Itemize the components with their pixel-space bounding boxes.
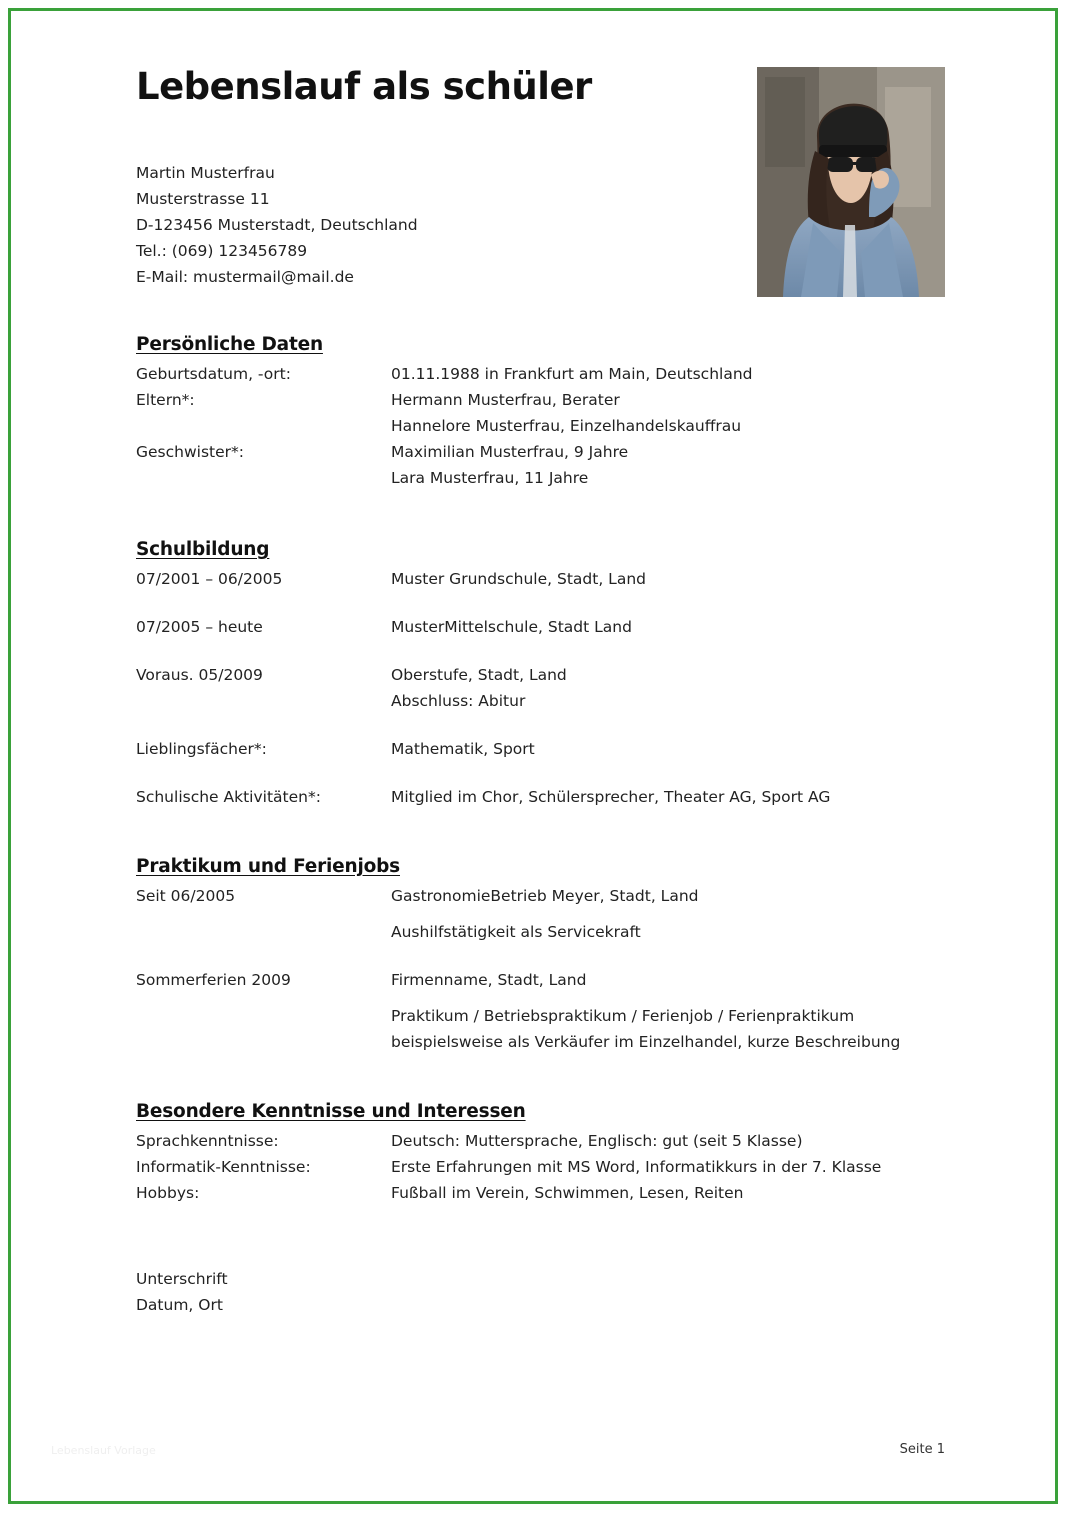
table-row [136, 736, 945, 762]
table-row [136, 614, 945, 640]
signature-block [136, 1266, 945, 1318]
row-value-line: Abschluss: Abitur [391, 692, 526, 710]
row-value [391, 614, 945, 640]
row-label: Geschwister*: [136, 443, 244, 461]
row-label: Voraus. 05/2009 [136, 666, 263, 684]
row-value-line: GastronomieBetrieb Meyer, Stadt, Land [391, 887, 699, 905]
row-value-line: Hannelore Musterfrau, Einzelhandelskauffrau [391, 417, 742, 435]
row-value-line: Hermann Musterfrau, Berater [391, 391, 620, 409]
row-label: Sommerferien 2009 [136, 971, 291, 989]
table-row [136, 1154, 945, 1180]
row-value-line: Oberstufe, Stadt, Land [391, 666, 567, 684]
row-value [391, 967, 945, 1055]
row-value [391, 736, 945, 762]
portrait-photo [757, 67, 945, 297]
portrait-photo-image [757, 67, 945, 297]
row-value-line: Lara Musterfrau, 11 Jahre [391, 469, 589, 487]
contact-name: Martin Musterfrau [136, 164, 275, 182]
table-row [136, 439, 945, 491]
table-row [136, 967, 945, 1055]
row-value [391, 1154, 945, 1180]
row-value-line: Praktikum / Betriebspraktikum / Ferienjob / Ferienpraktikum [391, 1007, 855, 1025]
row-value-line: Fußball im Verein, Schwimmen, Lesen, Reiten [391, 1184, 744, 1202]
contact-street: Musterstrasse 11 [136, 190, 270, 208]
row-value [391, 1180, 945, 1206]
row-value [391, 883, 945, 945]
row-label: Hobbys: [136, 1184, 200, 1202]
row-label: Eltern*: [136, 391, 195, 409]
row-value-line: MusterMittelschule, Stadt Land [391, 618, 632, 636]
row-value [391, 784, 945, 810]
table-row [136, 361, 945, 387]
section-kenntnisse [136, 1101, 945, 1206]
row-label: Geburtsdatum, -ort: [136, 365, 291, 383]
row-value-line: 01.11.1988 in Frankfurt am Main, Deutschland [391, 365, 753, 383]
row-label: 07/2005 – heute [136, 618, 263, 636]
section-personal-data [136, 334, 945, 491]
page-title: Lebenslauf als schüler [136, 65, 592, 108]
signature-line: Unterschrift [136, 1270, 228, 1288]
table-row [136, 883, 945, 945]
table-row [136, 662, 945, 714]
row-value-line: Deutsch: Muttersprache, Englisch: gut (seit 5 Klasse) [391, 1132, 803, 1150]
table-row [136, 566, 945, 592]
contact-city: D-123456 Musterstadt, Deutschland [136, 216, 418, 234]
row-value [391, 439, 945, 491]
row-value [391, 662, 945, 714]
row-label: 07/2001 – 06/2005 [136, 570, 283, 588]
row-value [391, 566, 945, 592]
section-title: Persönliche Daten [136, 334, 323, 355]
row-value-line: Maximilian Musterfrau, 9 Jahre [391, 443, 629, 461]
row-value [391, 1128, 945, 1154]
section-title: Schulbildung [136, 539, 270, 560]
row-value [391, 387, 945, 439]
table-row [136, 1128, 945, 1154]
section-schulbildung [136, 539, 945, 810]
row-label: Seit 06/2005 [136, 887, 236, 905]
section-title: Praktikum und Ferienjobs [136, 856, 400, 877]
row-label: Lieblingsfächer*: [136, 740, 267, 758]
table-row [136, 784, 945, 810]
row-value-line: Erste Erfahrungen mit MS Word, Informatikkurs in der 7. Klasse [391, 1158, 882, 1176]
resume-sheet [11, 11, 1055, 1501]
page-number: Seite 1 [899, 1442, 945, 1457]
row-value-line: Muster Grundschule, Stadt, Land [391, 570, 646, 588]
section-praktikum [136, 856, 945, 1055]
date-place-line: Datum, Ort [136, 1296, 223, 1314]
table-row [136, 1180, 945, 1206]
row-value [391, 361, 945, 387]
row-label: Informatik-Kenntnisse: [136, 1158, 311, 1176]
table-row [136, 387, 945, 439]
row-value-line: Mitglied im Chor, Schülersprecher, Theater AG, Sport AG [391, 788, 831, 806]
row-label: Sprachkenntnisse: [136, 1132, 279, 1150]
contact-email: E-Mail: mustermail@mail.de [136, 268, 354, 286]
row-label: Schulische Aktivitäten*: [136, 788, 321, 806]
contact-phone: Tel.: (069) 123456789 [136, 242, 308, 260]
watermark-text: Lebenslauf Vorlage [51, 1444, 156, 1457]
page-border [8, 8, 1058, 1504]
section-title: Besondere Kenntnisse und Interessen [136, 1101, 526, 1122]
row-value-line: Aushilfstätigkeit als Servicekraft [391, 923, 641, 941]
row-value-line: beispielsweise als Verkäufer im Einzelhandel, kurze Beschreibung [391, 1033, 901, 1051]
row-value-line: Firmenname, Stadt, Land [391, 971, 587, 989]
row-value-line: Mathematik, Sport [391, 740, 535, 758]
